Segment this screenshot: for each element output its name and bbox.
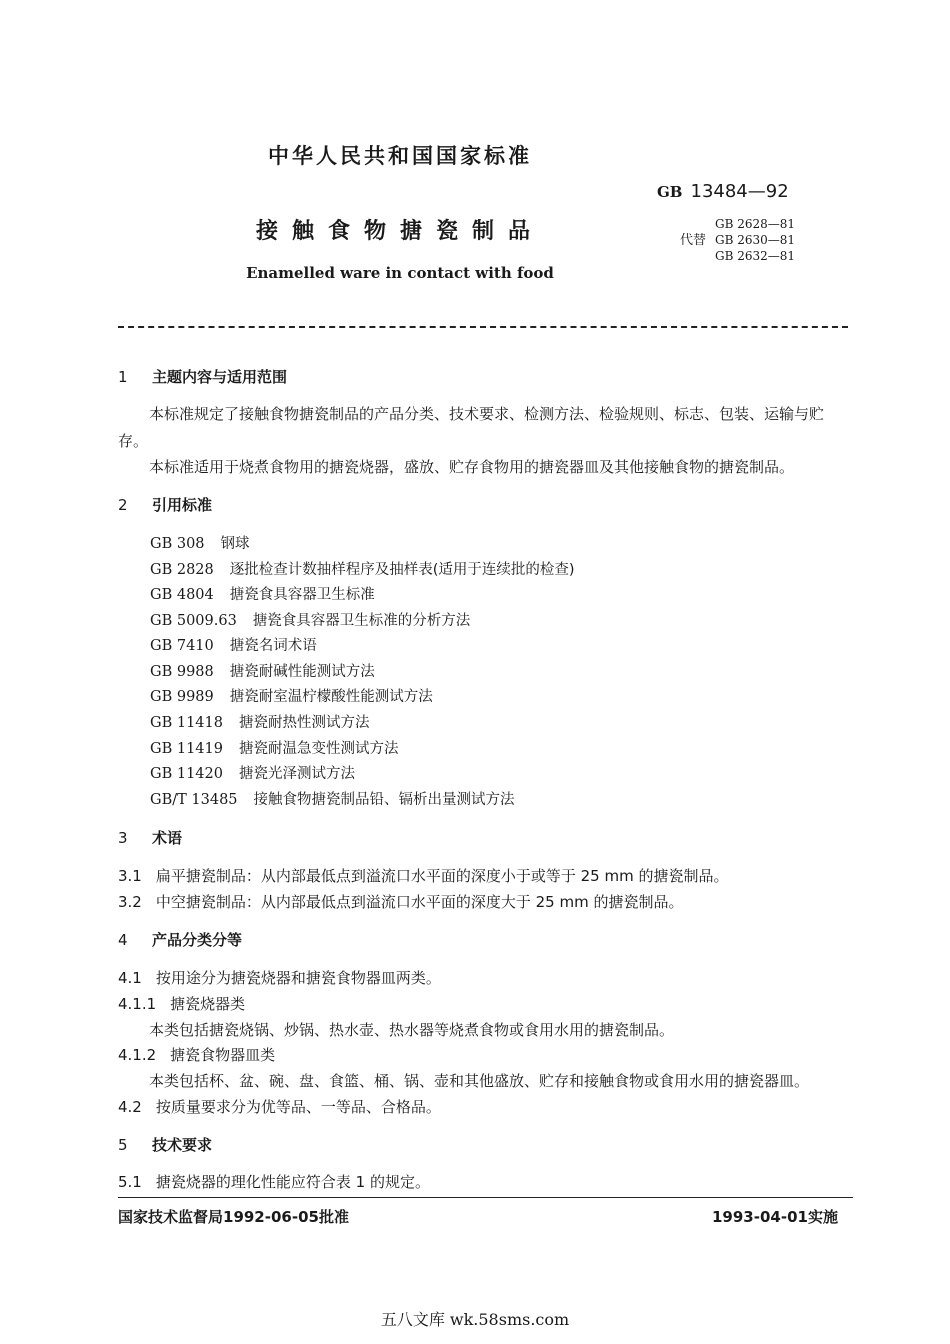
section-title: 产品分类分等 — [152, 931, 243, 949]
section-title: 主题内容与适用范围 — [152, 368, 288, 386]
replaces-label: 代替 — [680, 233, 707, 248]
clause-text: 按用途分为搪瓷烧器和搪瓷食物器皿两类。 — [155, 969, 441, 987]
section-1-paragraph-1-cont: 存。 — [118, 432, 149, 450]
reference-item — [150, 609, 470, 630]
clause-4-2 — [118, 1096, 441, 1117]
reference-name: 钢球 — [220, 536, 250, 552]
reference-name: 搪瓷食具容器卫生标准的分析方法 — [252, 613, 471, 629]
section-1-heading — [118, 366, 287, 387]
watermark-text: 五八文库 wk.58sms.com — [380, 1310, 570, 1329]
clause-text: 中空搪瓷制品：从内部最低点到溢流口水平面的深度大于 25 mm 的搪瓷制品。 — [155, 893, 684, 911]
reference-name: 搪瓷名词术语 — [229, 638, 317, 654]
section-title: 术语 — [152, 829, 183, 847]
clause-number: 3.2 — [118, 893, 142, 911]
reference-name: 搪瓷耐碱性能测试方法 — [229, 664, 375, 680]
clause-4-1-2 — [118, 1044, 275, 1065]
reference-code: GB 2828 — [150, 562, 214, 578]
standard-prefix: GB — [657, 183, 683, 201]
document-title: 接触食物搪瓷制品 — [255, 219, 544, 244]
clause-4-1-2-text: 本类包括杯、盆、碗、盘、食篮、桶、锅、壶和其他盛放、贮存和接触食物或食用水用的搪瓷器皿。 — [149, 1072, 810, 1090]
reference-code: GB 11418 — [150, 715, 223, 731]
reference-item — [150, 558, 575, 579]
reference-name: 逐批检查计数抽样程序及抽样表(适用于连续批的检查) — [229, 562, 575, 578]
reference-code: GB 11420 — [150, 766, 223, 782]
section-number: 1 — [118, 368, 128, 386]
clause-number: 4.1.2 — [118, 1046, 157, 1064]
clause-title: 搪瓷烧器类 — [170, 995, 246, 1013]
reference-code: GB 9988 — [150, 664, 214, 680]
reference-name: 搪瓷光泽测试方法 — [238, 766, 355, 782]
effective-date: 1993-04-01实施 — [712, 1208, 838, 1226]
reference-name: 搪瓷食具容器卫生标准 — [229, 587, 375, 603]
reference-code: GB 7410 — [150, 638, 214, 654]
clause-title: 搪瓷食物器皿类 — [170, 1046, 276, 1064]
clause-text: 扁平搪瓷制品：从内部最低点到溢流口水平面的深度小于或等于 25 mm 的搪瓷制品。 — [155, 867, 729, 885]
clause-3-2 — [118, 891, 683, 912]
section-title: 技术要求 — [152, 1136, 213, 1154]
clause-4-1 — [118, 967, 441, 988]
national-standard-heading: 中华人民共和国国家标准 — [268, 144, 532, 168]
clause-number: 5.1 — [118, 1173, 142, 1191]
standard-number: 13484—92 — [690, 181, 789, 202]
section-1-paragraph-1: 本标准规定了接触食物搪瓷制品的产品分类、技术要求、检测方法、检验规则、标志、包装、运输与贮 — [149, 405, 825, 423]
section-number: 3 — [118, 829, 128, 847]
clause-number: 4.1 — [118, 969, 142, 987]
reference-code: GB 4804 — [150, 587, 214, 603]
section-number: 2 — [118, 496, 128, 514]
footer-divider — [118, 1197, 853, 1198]
reference-item — [150, 634, 317, 655]
replaced-standard: GB 2632—81 — [715, 249, 796, 263]
reference-item — [150, 532, 250, 553]
reference-item — [150, 685, 433, 706]
section-2-heading — [118, 494, 212, 515]
reference-name: 搪瓷耐热性测试方法 — [238, 715, 370, 731]
approval-line: 国家技术监督局1992-06-05批准 — [118, 1208, 349, 1226]
reference-code: GB 308 — [150, 536, 205, 552]
clause-number: 3.1 — [118, 867, 142, 885]
clause-4-1-1-text: 本类包括搪瓷烧锅、炒锅、热水壶、热水器等烧煮食物或食用水用的搪瓷制品。 — [149, 1021, 675, 1039]
reference-item — [150, 737, 398, 758]
clause-3-1 — [118, 865, 728, 886]
section-1-paragraph-2: 本标准适用于烧煮食物用的搪瓷烧器，盛放、贮存食物用的搪瓷器皿及其他接触食物的搪瓷制品。 — [149, 458, 795, 476]
reference-item — [150, 762, 355, 783]
replaced-standard: GB 2630—81 — [715, 233, 796, 247]
reference-name: 搪瓷耐室温柠檬酸性能测试方法 — [229, 689, 433, 705]
clause-5-1 — [118, 1171, 430, 1192]
standard-code — [657, 181, 789, 202]
reference-name: 搪瓷耐温急变性测试方法 — [238, 741, 399, 757]
section-4-heading — [118, 929, 242, 950]
reference-code: GB 11419 — [150, 741, 223, 757]
reference-item — [150, 660, 375, 681]
section-number: 5 — [118, 1136, 128, 1154]
clause-number: 4.2 — [118, 1098, 142, 1116]
reference-code: GB 5009.63 — [150, 613, 237, 629]
section-3-heading — [118, 827, 182, 848]
clause-number: 4.1.1 — [118, 995, 157, 1013]
replaced-standards — [715, 216, 795, 264]
clause-text: 搪瓷烧器的理化性能应符合表 1 的规定。 — [155, 1173, 430, 1191]
reference-code: GB 9989 — [150, 689, 214, 705]
replaced-standard: GB 2628—81 — [715, 217, 796, 231]
reference-code: GB/T 13485 — [150, 792, 238, 808]
reference-item — [150, 583, 375, 604]
section-5-heading — [118, 1134, 212, 1155]
reference-item — [150, 788, 515, 809]
section-title: 引用标准 — [152, 496, 213, 514]
reference-item — [150, 711, 369, 732]
document-title-english: Enamelled ware in contact with food — [246, 264, 554, 282]
clause-text: 按质量要求分为优等品、一等品、合格品。 — [155, 1098, 441, 1116]
section-number: 4 — [118, 931, 128, 949]
clause-4-1-1 — [118, 993, 245, 1014]
reference-name: 接触食物搪瓷制品铅、镉析出量测试方法 — [253, 792, 515, 808]
header-divider — [118, 326, 848, 328]
